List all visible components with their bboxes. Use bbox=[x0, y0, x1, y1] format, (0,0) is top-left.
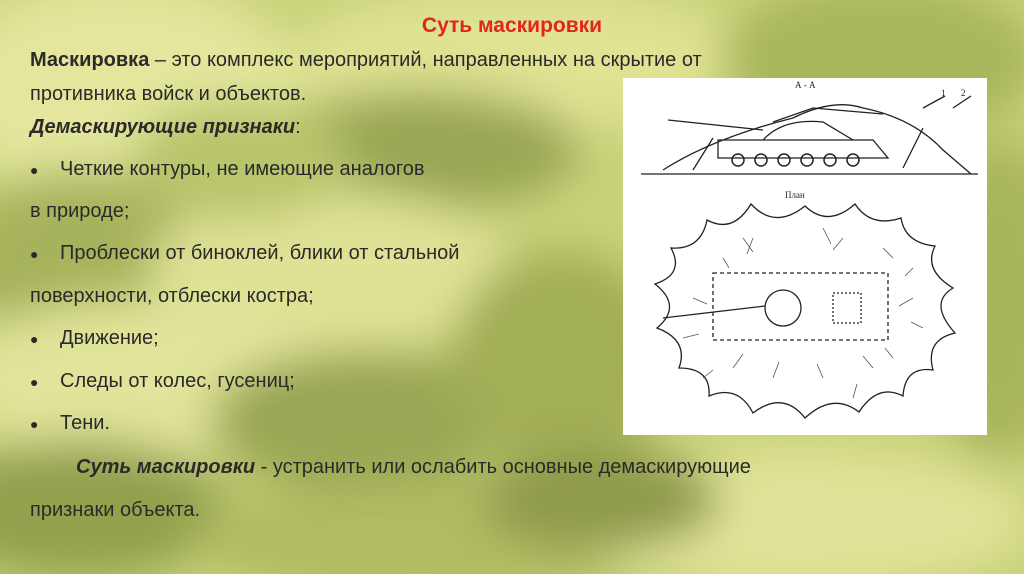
definition-term: Маскировка bbox=[30, 49, 150, 71]
drawing-svg bbox=[623, 78, 987, 435]
bullet-item bbox=[30, 241, 459, 266]
definition-line-2: противника войск и объектов. bbox=[30, 83, 307, 105]
essence-line-1 bbox=[76, 455, 751, 479]
definition-text: – это комплекс мероприятий, направленных на скрытие от bbox=[149, 49, 702, 71]
tank-turret bbox=[763, 121, 853, 140]
bullet-icon: ● bbox=[30, 246, 39, 262]
signs-heading-colon: : bbox=[295, 116, 301, 138]
plan-label: План bbox=[785, 190, 805, 200]
callout-1: 1 bbox=[941, 88, 946, 98]
bullet-item bbox=[30, 326, 159, 351]
bullet-continuation: в природе; bbox=[30, 200, 130, 222]
section-net-support bbox=[693, 108, 923, 170]
essence-line-2: признаки объекта. bbox=[30, 499, 201, 521]
bullet-text: Следы от колес, гусениц; bbox=[60, 370, 295, 392]
essence-term: Суть маскировки bbox=[76, 456, 256, 478]
net-foliage-marks bbox=[683, 228, 923, 398]
camouflage-net-drawing bbox=[623, 78, 987, 435]
section-label: А - А bbox=[795, 80, 816, 90]
plan-hatch bbox=[833, 293, 861, 323]
bullet-text: Проблески от биноклей, блики от стальной bbox=[60, 242, 460, 264]
bullet-text: Четкие контуры, не имеющие аналогов bbox=[60, 158, 425, 180]
slide-title: Суть маскировки bbox=[421, 14, 603, 37]
plan-gun bbox=[663, 306, 765, 318]
bullet-text: Тени. bbox=[60, 412, 110, 434]
bullet-continuation: поверхности, отблески костра; bbox=[30, 285, 314, 307]
bullet-text: Движение; bbox=[60, 327, 159, 349]
section-net-outline bbox=[663, 105, 971, 174]
signs-heading-text: Демаскирующие признаки bbox=[30, 116, 296, 138]
bullet-icon: ● bbox=[30, 331, 39, 347]
essence-text: - устранить или ослабить основные демаскирующие bbox=[255, 456, 751, 478]
tank-wheels bbox=[732, 154, 859, 166]
tank-gun bbox=[668, 120, 763, 130]
plan-net-outline bbox=[655, 204, 955, 418]
definition-line-1 bbox=[30, 48, 702, 72]
signs-heading bbox=[30, 115, 301, 139]
bullet-icon: ● bbox=[30, 162, 39, 178]
bullet-item bbox=[30, 369, 295, 394]
bullet-icon: ● bbox=[30, 416, 39, 432]
bullet-icon: ● bbox=[30, 374, 39, 390]
callout-2: 2 bbox=[961, 88, 966, 98]
bullet-item bbox=[30, 411, 110, 436]
bullet-item bbox=[30, 157, 424, 182]
plan-turret bbox=[765, 290, 801, 326]
